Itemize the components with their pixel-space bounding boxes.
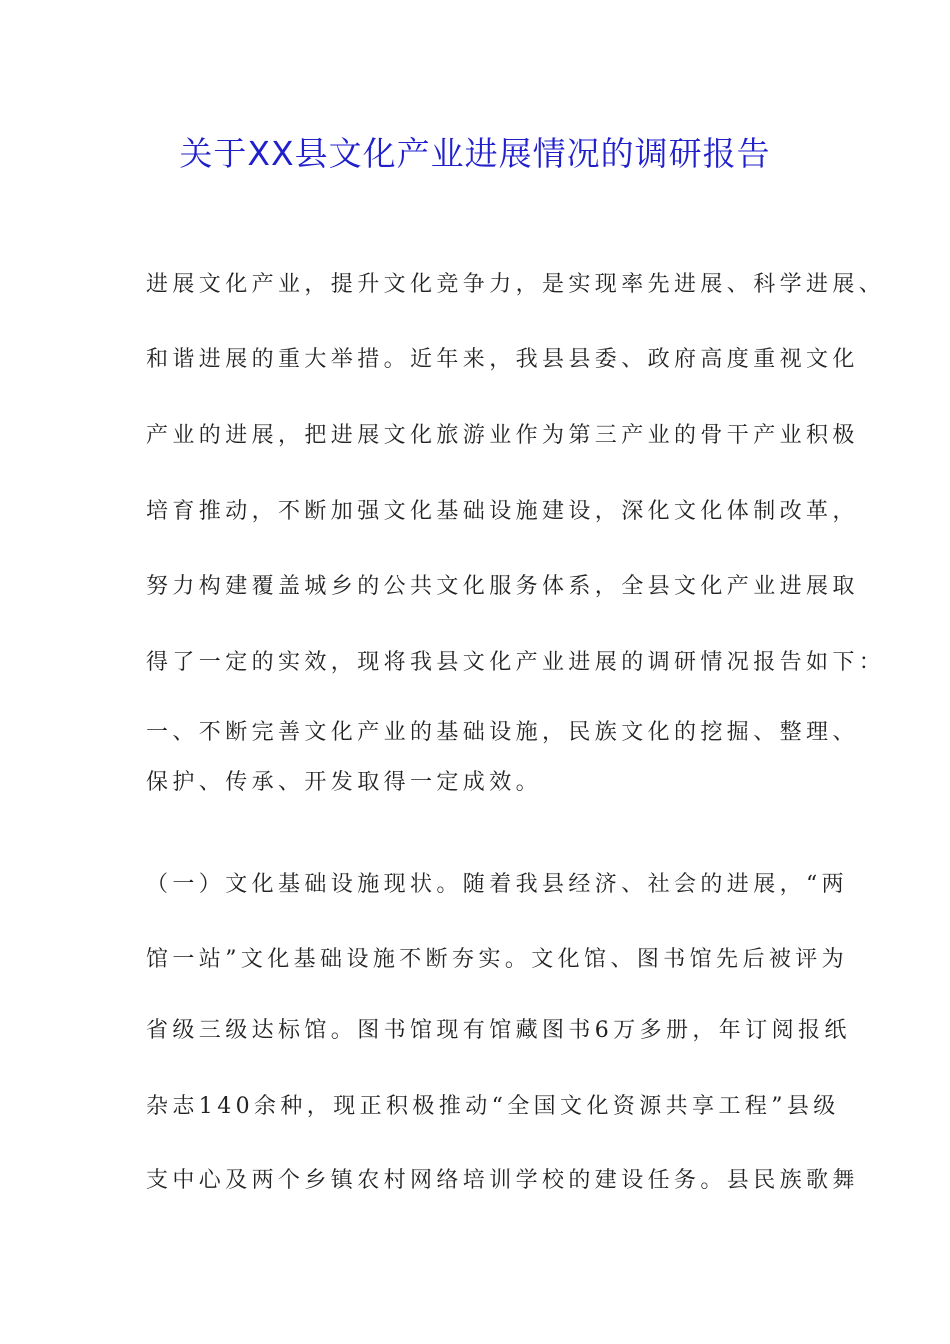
document-title: 关于XX县文化产业进展情况的调研报告: [179, 134, 771, 173]
body-line-9: （一）文化基础设施现状。随着我县经济、社会的进展，“两: [146, 872, 849, 897]
section-heading-line-1: 一、不断完善文化产业的基础设施，民族文化的挖掘、整理、: [146, 720, 859, 745]
body-line-3: 产业的进展，把进展文化旅游业作为第三产业的骨干产业积极: [146, 423, 859, 448]
body-line-4: 培育推动，不断加强文化基础设施建设，深化文化体制改革，: [146, 499, 859, 524]
body-line-2: 和谐进展的重大举措。近年来，我县县委、政府高度重视文化: [146, 347, 859, 372]
body-line-6: 得了一定的实效，现将我县文化产业进展的调研情况报告如下：: [146, 650, 886, 675]
body-line-5: 努力构建覆盖城乡的公共文化服务体系，全县文化产业进展取: [146, 574, 859, 599]
body-line-12: 杂志140余种，现正积极推动“全国文化资源共享工程”县级: [146, 1094, 840, 1119]
body-line-1: 进展文化产业，提升文化竞争力，是实现率先进展、科学进展、: [146, 272, 886, 297]
body-line-10: 馆一站”文化基础设施不断夯实。文化馆、图书馆先后被评为: [146, 947, 849, 972]
body-line-11: 省级三级达标馆。图书馆现有馆藏图书6万多册，年订阅报纸: [146, 1018, 851, 1043]
body-line-13: 支中心及两个乡镇农村网络培训学校的建设任务。县民族歌舞: [146, 1168, 859, 1193]
section-heading-line-2: 保护、传承、开发取得一定成效。: [146, 770, 543, 795]
